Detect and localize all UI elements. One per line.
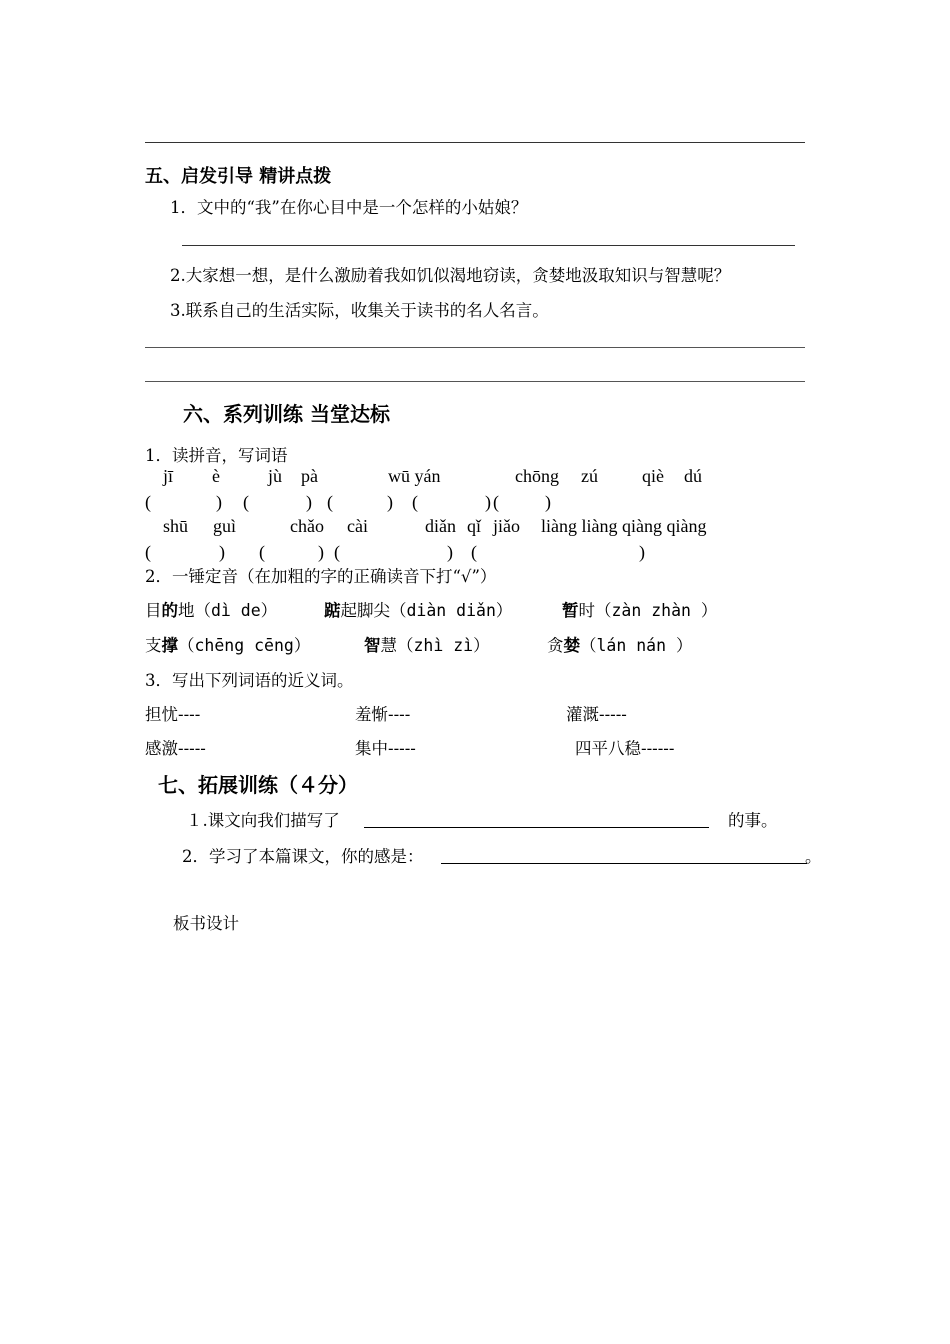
pinyin: dú	[684, 466, 702, 486]
bracket: )	[387, 492, 393, 512]
tone-pinyin: （zhì zì）	[397, 636, 490, 655]
top-divider	[145, 142, 805, 143]
bracket: )	[639, 542, 645, 562]
tone-pinyin: （chēng cēng）	[178, 636, 311, 655]
tone-post: 起脚尖	[340, 601, 390, 620]
q2-prefix: 2．学习了本篇课文，你的感是：	[182, 847, 424, 866]
q1-fill-line	[364, 807, 709, 828]
synonym-row-2	[0, 735, 950, 759]
q1-suffix: 的事。	[728, 811, 778, 830]
synonym-item: 感激-----	[145, 739, 206, 758]
tone-pinyin: （dì de）	[194, 601, 278, 620]
bracket: (	[145, 492, 151, 512]
section7-title: 七、拓展训练（４分）	[158, 773, 358, 797]
tone-pre: 支	[145, 636, 162, 655]
answer-line-1	[145, 347, 805, 348]
bracket: )	[306, 492, 312, 512]
synonym-item: 羞惭----	[355, 705, 411, 724]
synonym-item: 担忧----	[145, 705, 201, 724]
pinyin-row-1	[0, 466, 950, 488]
tone-item	[145, 632, 310, 656]
bracket: (	[493, 492, 499, 512]
tone-row-1	[0, 597, 950, 621]
pinyin: jù	[268, 466, 283, 486]
part3-heading: 3．写出下列词语的近义词。	[145, 671, 354, 690]
q2-fill-line	[441, 843, 807, 864]
bracket: (	[471, 542, 477, 562]
tone-pre: 贪	[547, 636, 564, 655]
bracket-row-2	[0, 542, 950, 564]
q1-answer-line	[182, 245, 795, 246]
pinyin: zú	[581, 466, 598, 486]
tone-bold: 暂	[562, 601, 579, 620]
synonym-row-1	[0, 701, 950, 725]
bracket: )	[545, 492, 551, 512]
answer-line-2	[145, 381, 805, 382]
pinyin: chǎo	[290, 516, 324, 536]
tone-post: 慧	[380, 636, 397, 655]
tone-pinyin: （lán nán ）	[580, 636, 693, 655]
pinyin: cài	[347, 516, 368, 536]
section7-q1	[0, 807, 950, 831]
q1-prefix: １.课文向我们描写了	[186, 811, 340, 830]
pinyin: pà	[301, 466, 318, 486]
tone-bold: 踮	[324, 601, 341, 620]
bracket: (	[327, 492, 333, 512]
pinyin: qiè	[642, 466, 664, 486]
q2-suffix: 。	[805, 847, 822, 866]
bracket: (	[412, 492, 418, 512]
pinyin: è	[212, 466, 220, 486]
section5-q2: 2.大家想一想，是什么激励着我如饥似渴地窃读，贪婪地汲取知识与智慧呢？	[170, 266, 731, 285]
pinyin: jī	[163, 466, 174, 486]
part1-heading: 1．读拼音，写词语	[145, 446, 288, 465]
pinyin: diǎn	[425, 516, 456, 536]
bracket: (	[145, 542, 151, 562]
board-design-label: 板书设计	[173, 914, 239, 933]
pinyin: shū	[163, 516, 189, 536]
tone-bold: 智	[364, 636, 381, 655]
tone-item	[145, 597, 277, 621]
tone-bold: 婪	[563, 636, 580, 655]
synonym-item: 灌溉-----	[566, 705, 627, 724]
bracket: (	[243, 492, 249, 512]
part2-heading: 2．一锤定音（在加粗的字的正确读音下打“√”）	[145, 567, 497, 586]
pinyin: liàng liàng qiàng qiàng	[541, 516, 707, 536]
tone-item	[562, 597, 717, 621]
tone-item	[324, 597, 512, 621]
section5-title: 五、启发引导 精讲点拨	[145, 166, 332, 187]
section6-title: 六、系列训练 当堂达标	[183, 402, 390, 426]
section5-q3: 3.联系自己的生活实际，收集关于读书的名人名言。	[170, 301, 549, 320]
bracket: (	[259, 542, 265, 562]
pinyin: wū yán	[388, 466, 441, 486]
tone-item	[547, 632, 692, 656]
bracket: )	[447, 542, 453, 562]
tone-pinyin: （zàn zhàn ）	[595, 601, 718, 620]
pinyin: jiǎo	[493, 516, 520, 536]
tone-post: 时	[578, 601, 595, 620]
pinyin-row-2	[0, 516, 950, 538]
tone-bold: 的	[161, 601, 178, 620]
pinyin: guì	[213, 516, 237, 536]
synonym-item: 集中-----	[355, 739, 416, 758]
tone-bold: 撑	[161, 636, 178, 655]
tone-item	[364, 632, 490, 656]
tone-pinyin: （diàn diǎn）	[390, 601, 513, 620]
section5-q1: 1．文中的“我”在你心目中是一个怎样的小姑娘？	[170, 198, 528, 217]
synonym-item: 四平八稳------	[575, 739, 675, 758]
bracket: )	[216, 492, 222, 512]
bracket: (	[334, 542, 340, 562]
tone-row-2	[0, 632, 950, 656]
bracket-row-1	[0, 492, 950, 514]
pinyin: chōng	[515, 466, 559, 486]
tone-post: 地	[178, 601, 195, 620]
bracket: )	[318, 542, 324, 562]
bracket: )	[219, 542, 225, 562]
pinyin: qǐ	[467, 516, 482, 536]
tone-pre: 目	[145, 601, 162, 620]
bracket: )	[485, 492, 491, 512]
section7-q2	[0, 843, 950, 867]
